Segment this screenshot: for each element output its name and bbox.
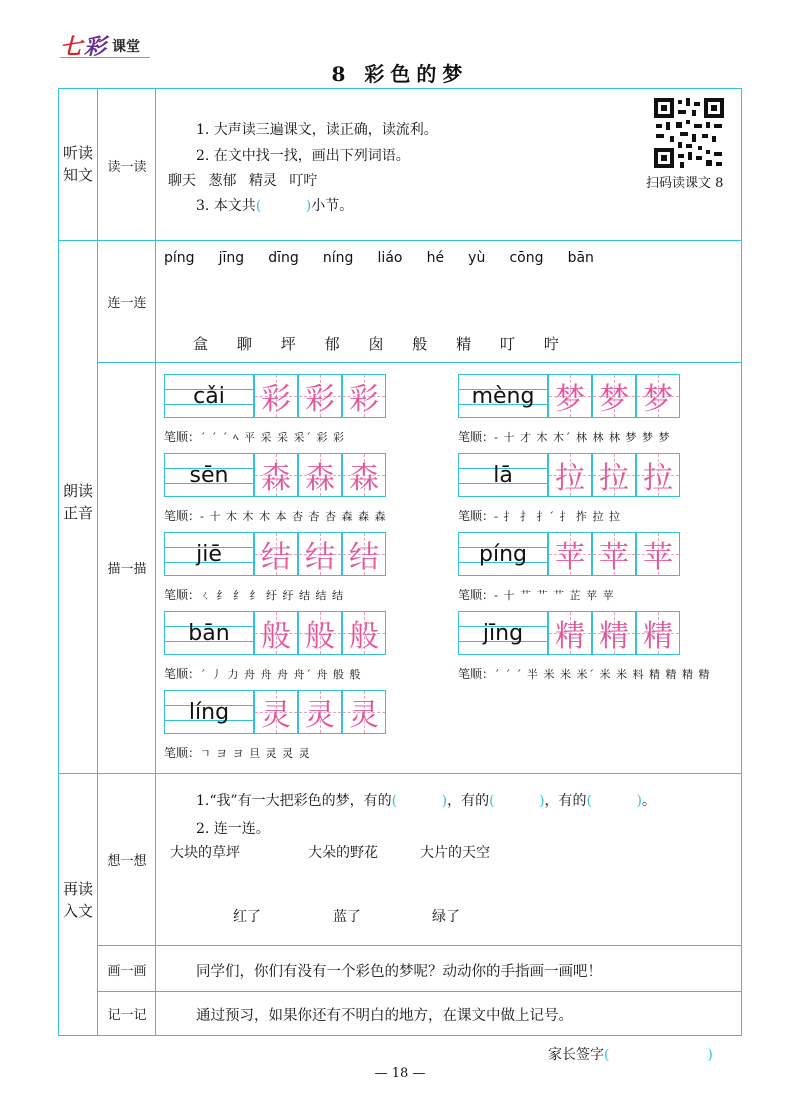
trace-char: 彩	[305, 382, 335, 417]
character-row	[193, 333, 559, 354]
match-top-3[interactable]: 大片的天空	[420, 845, 490, 861]
pinyin-box	[164, 453, 254, 497]
q1-text-2: ，有的	[447, 793, 490, 809]
pinyin-box	[164, 690, 254, 734]
character-item[interactable]: 般	[412, 335, 428, 353]
stroke-order	[458, 507, 621, 524]
row-divider-1	[58, 240, 742, 241]
trace-char: 般	[261, 619, 291, 654]
match-bottom-3[interactable]: 绿了	[432, 909, 460, 925]
pinyin-text: jiē	[196, 541, 222, 567]
trace-cell[interactable]	[342, 374, 386, 418]
stroke-sequence: ˊ ˊ ˊ ﾍ 平 采 采 采ˊ 彩 彩	[200, 431, 345, 444]
pinyin-item[interactable]: cōng	[509, 250, 544, 266]
trace-cell[interactable]	[636, 611, 680, 655]
match-top-1[interactable]: 大块的草坪	[170, 845, 240, 861]
signature-blank[interactable]: ( )	[604, 1047, 713, 1063]
draw-instruction: 同学们，你们有没有一个彩色的梦呢？动动你的手指画一画吧！	[196, 964, 602, 980]
character-item[interactable]: 精	[456, 335, 472, 353]
stroke-order	[458, 665, 710, 682]
character-item[interactable]: 囱	[368, 335, 384, 353]
trace-cell[interactable]	[298, 532, 342, 576]
read-line-3-end: 小节。	[311, 198, 354, 214]
pinyin-item[interactable]: liáo	[377, 250, 403, 266]
pinyin-text: jīng	[482, 620, 524, 646]
read-line-3	[196, 195, 353, 215]
character-item[interactable]: 叮	[500, 335, 516, 353]
parent-signature-label: 家长签字	[548, 1047, 604, 1063]
stroke-sequence: ㄑ 纟 纟 纟 纡 纡 结 结 结	[200, 589, 344, 602]
character-item[interactable]: 坪	[280, 335, 296, 353]
read-line-2: 2. 在文中找一找，画出下列词语。	[196, 148, 410, 164]
logo-char-1: 七	[60, 35, 83, 60]
trace-cell[interactable]	[342, 532, 386, 576]
stroke-label: 笔顺：	[164, 588, 201, 602]
character-item[interactable]: 郁	[324, 335, 340, 353]
trace-char: 苹	[555, 540, 585, 575]
pinyin-text: sēn	[189, 462, 229, 488]
q1-text-3: ，有的	[544, 793, 587, 809]
answer-blank[interactable]: ( )	[391, 793, 448, 809]
pinyin-text: mèng	[471, 383, 535, 409]
trace-char: 森	[349, 461, 379, 496]
trace-char: 结	[349, 540, 379, 575]
page-title: 8 彩色的梦	[331, 62, 469, 86]
stroke-order	[458, 586, 614, 603]
trace-cell[interactable]	[636, 374, 680, 418]
stroke-label: 笔顺：	[458, 588, 495, 602]
pinyin-box	[458, 453, 548, 497]
pinyin-item[interactable]: hé	[426, 250, 445, 266]
stroke-sequence: - 十 艹 艹 艹 芷 苹 苹	[494, 589, 615, 602]
trace-char: 结	[261, 540, 291, 575]
sub-label-draw: 画一画	[107, 964, 147, 979]
sub-label-read: 读一读	[107, 160, 147, 175]
trace-cell[interactable]	[298, 453, 342, 497]
read-words: 聊天 葱郁 精灵 叮咛	[168, 173, 318, 189]
row-divider-3	[58, 773, 742, 774]
character-item[interactable]: 聊	[236, 335, 252, 353]
read-line-1: 1. 大声读三遍课文，读正确，读流利。	[196, 122, 438, 138]
pinyin-text: cǎi	[193, 383, 225, 409]
character-item[interactable]: 咛	[543, 335, 559, 353]
page-number: — 18 —	[374, 1066, 426, 1081]
stroke-order	[164, 428, 345, 445]
trace-cell[interactable]	[592, 611, 636, 655]
think-question-2: 2. 连一连。	[196, 821, 270, 837]
trace-cell[interactable]	[254, 690, 298, 734]
pinyin-text: bān	[188, 620, 230, 646]
trace-char: 苹	[643, 540, 673, 575]
pinyin-box	[458, 611, 548, 655]
sub-label-note: 记一记	[107, 1008, 147, 1023]
match-bottom-2[interactable]: 蓝了	[333, 909, 361, 925]
trace-char: 拉	[599, 461, 629, 496]
stroke-sequence: - 十 才 木 木ˊ 林 林 林 梦 梦 梦	[494, 431, 671, 444]
trace-cell[interactable]	[298, 690, 342, 734]
trace-char: 精	[643, 619, 673, 654]
pinyin-item[interactable]: bān	[567, 250, 594, 266]
trace-char: 森	[261, 461, 291, 496]
trace-char: 梦	[599, 382, 629, 417]
sub-label-think: 想一想	[107, 854, 147, 869]
trace-char: 苹	[599, 540, 629, 575]
note-instruction: 通过预习，如果你还有不明白的地方，在课文中做上记号。	[196, 1008, 573, 1024]
pinyin-text: líng	[188, 699, 230, 725]
trace-cell[interactable]	[636, 453, 680, 497]
stroke-sequence: - 十 木 木 木 本 杏 杏 杏 森 森 森	[200, 510, 387, 523]
read-line-3-start: 3. 本文共	[196, 198, 256, 214]
trace-cell[interactable]	[298, 374, 342, 418]
trace-cell[interactable]	[636, 532, 680, 576]
trace-char: 梦	[555, 382, 585, 417]
trace-cell[interactable]	[254, 374, 298, 418]
trace-char: 灵	[305, 698, 335, 733]
trace-char: 灵	[349, 698, 379, 733]
trace-cell[interactable]	[254, 611, 298, 655]
stroke-label: 笔顺：	[164, 430, 201, 444]
stroke-sequence: ㄱ ヨ ヨ 旦 灵 灵 灵	[200, 747, 311, 760]
stroke-sequence: ˊ 丿 力 舟 舟 舟 舟ˊ 舟 般 般	[200, 668, 362, 681]
trace-char: 森	[305, 461, 335, 496]
trace-cell[interactable]	[592, 374, 636, 418]
sub-label-trace: 描一描	[107, 562, 147, 577]
brand-logo	[60, 30, 150, 58]
stroke-sequence: - 扌 扌 扌ˊ 扌 拃 拉 拉	[494, 510, 621, 523]
qr-code-icon[interactable]	[654, 98, 724, 168]
pinyin-item[interactable]: píng	[164, 250, 195, 266]
stroke-label: 笔顺：	[164, 509, 201, 523]
sub-label-connect: 连一连	[107, 296, 147, 311]
stroke-sequence: ˊ ˊ ˊ 半 米 米 米ˊ 米 米 料 精 精 精 精	[494, 668, 711, 681]
pinyin-box	[164, 374, 254, 418]
stroke-order	[458, 428, 670, 445]
pinyin-box	[458, 374, 548, 418]
trace-cell[interactable]	[342, 690, 386, 734]
trace-char: 般	[349, 619, 379, 654]
trace-cell[interactable]	[254, 532, 298, 576]
pinyin-item[interactable]: yù	[468, 250, 486, 266]
trace-char: 结	[305, 540, 335, 575]
stroke-label: 笔顺：	[458, 509, 495, 523]
match-top-2[interactable]: 大朵的野花	[308, 845, 378, 861]
trace-cell[interactable]	[342, 453, 386, 497]
logo-char-2: 彩	[84, 35, 107, 60]
pinyin-row	[164, 250, 594, 266]
trace-char: 拉	[555, 461, 585, 496]
stroke-order	[164, 586, 344, 603]
trace-char: 梦	[643, 382, 673, 417]
match-bottom-1[interactable]: 红了	[233, 909, 261, 925]
stroke-label: 笔顺：	[164, 667, 201, 681]
row-divider-5	[97, 991, 742, 992]
stroke-label: 笔顺：	[458, 430, 495, 444]
trace-char: 彩	[349, 382, 379, 417]
trace-char: 拉	[643, 461, 673, 496]
stroke-order	[164, 744, 311, 761]
section-label-read-aloud: 朗读正音	[62, 482, 93, 522]
pinyin-item[interactable]: níng	[322, 250, 354, 266]
answer-blank[interactable]: ( )	[586, 793, 642, 809]
trace-cell[interactable]	[592, 453, 636, 497]
trace-cell[interactable]	[548, 374, 592, 418]
trace-char: 般	[305, 619, 335, 654]
logo-text: 课堂	[112, 39, 140, 55]
trace-char: 精	[555, 619, 585, 654]
trace-cell[interactable]	[592, 532, 636, 576]
trace-cell[interactable]	[548, 453, 592, 497]
pinyin-box	[458, 532, 548, 576]
parent-signature	[548, 1044, 713, 1064]
pinyin-box	[164, 611, 254, 655]
q1-text-4: 。	[641, 793, 656, 809]
trace-cell[interactable]	[548, 611, 592, 655]
stroke-label: 笔顺：	[458, 667, 495, 681]
character-item[interactable]: 盒	[193, 335, 209, 353]
trace-char: 彩	[261, 382, 291, 417]
section-label-listen: 听读知文	[62, 144, 93, 184]
answer-blank[interactable]: ( )	[255, 198, 312, 214]
think-question-1	[196, 790, 656, 810]
trace-cell[interactable]	[254, 453, 298, 497]
pinyin-item[interactable]: jīng	[218, 250, 245, 266]
pinyin-text: lā	[493, 462, 513, 488]
stroke-order	[164, 665, 361, 682]
stroke-label: 笔顺：	[164, 746, 201, 760]
stroke-order	[164, 507, 386, 524]
qr-caption: 扫码读课文 8	[646, 176, 724, 191]
trace-cell[interactable]	[548, 532, 592, 576]
pinyin-text: píng	[479, 541, 527, 567]
q1-text-1: 1.“我”有一大把彩色的梦，有的	[196, 793, 392, 809]
trace-char: 灵	[261, 698, 291, 733]
row-divider-2	[97, 362, 742, 363]
pinyin-item[interactable]: dīng	[268, 250, 299, 266]
answer-blank[interactable]: ( )	[489, 793, 545, 809]
trace-char: 精	[599, 619, 629, 654]
row-divider-4	[97, 945, 742, 946]
trace-cell[interactable]	[298, 611, 342, 655]
section-label-reread: 再读入文	[62, 880, 93, 920]
trace-cell[interactable]	[342, 611, 386, 655]
pinyin-box	[164, 532, 254, 576]
